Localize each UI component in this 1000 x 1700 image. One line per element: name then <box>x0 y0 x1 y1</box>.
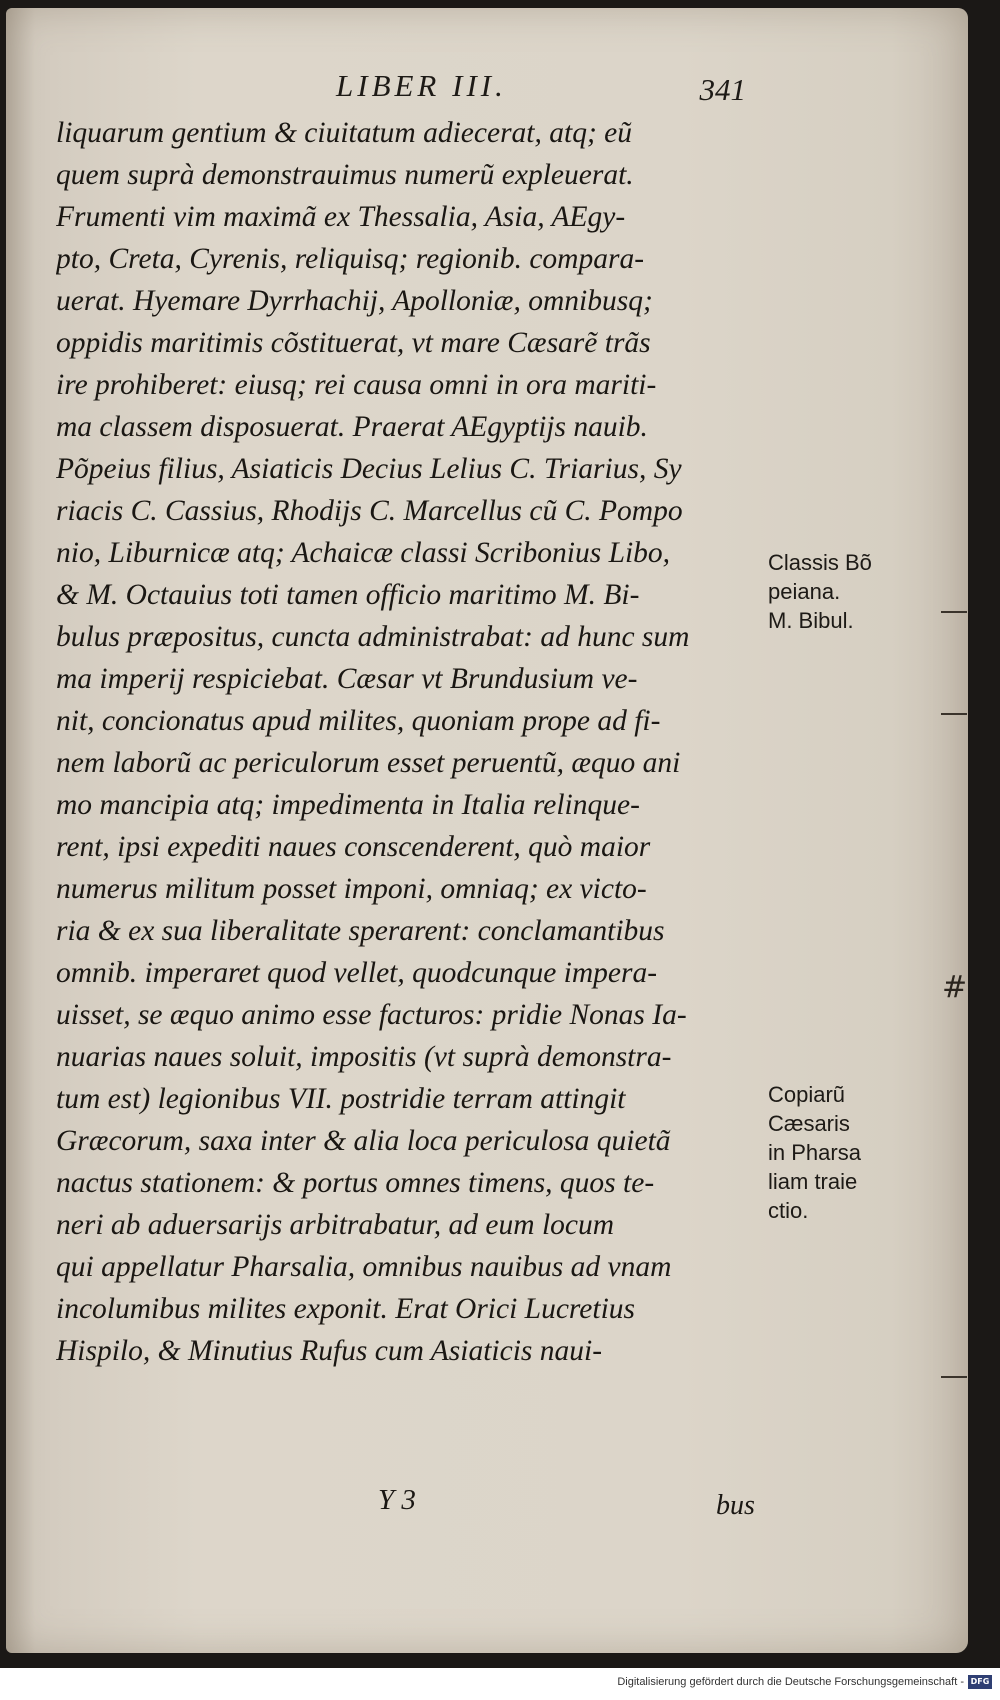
hash-mark-icon: # <box>942 970 968 1005</box>
marginal-note-line: Classis Bõ <box>768 550 872 575</box>
text-line: & M. Octauius toti tamen officio maritimo M. Bi- <box>56 579 640 611</box>
text-line: numerus militum posset imponi, omniaq; ex victo- <box>56 873 647 905</box>
text-line: nuarias naues soluit, impositis (vt suprà demonstra- <box>56 1041 672 1073</box>
marginal-note-line: Copiarũ <box>768 1082 846 1107</box>
dfg-logo-icon: DFG <box>968 1675 992 1689</box>
text-line: neri ab aduersarijs arbitrabatur, ad eum locum <box>56 1209 615 1241</box>
book-page <box>6 8 968 1653</box>
running-head <box>286 68 746 108</box>
text-line: oppidis maritimis cõstituerat, vt mare Cæsarẽ trãs <box>56 327 651 359</box>
text-line: tum est) legionibus VII. postridie terram attingit <box>56 1083 626 1115</box>
text-line: nio, Liburnicæ atq; Achaicæ classi Scribonius Libo, <box>56 537 671 569</box>
edge-mark <box>941 611 967 613</box>
marginal-note-line: M. Bibul. <box>768 608 854 633</box>
running-head-title: LIBER III. <box>336 68 507 103</box>
text-line: Græcorum, saxa inter & alia loca periculosa quietã <box>56 1125 671 1157</box>
main-text-block <box>56 112 768 1372</box>
text-line: Frumenti vim maximã ex Thessalia, Asia, AEgy- <box>56 201 626 233</box>
text-line: pto, Creta, Cyrenis, reliquisq; regionib. compara- <box>56 243 645 275</box>
text-line: mo mancipia atq; impedimenta in Italia relinque- <box>56 789 640 821</box>
text-line: ma imperij respiciebat. Cæsar vt Brundusium ve- <box>56 663 638 695</box>
text-line: ire prohiberet: eiusq; rei causa omni in ora mariti- <box>56 369 657 401</box>
marginal-note-line: Cæsaris <box>768 1111 850 1136</box>
text-line: omnib. imperaret quod vellet, quodcunque impera- <box>56 957 658 989</box>
text-line: ma classem disposuerat. Praerat AEgyptijs nauib. <box>56 411 648 443</box>
text-line: bulus præpositus, cuncta administrabat: ad hunc sum <box>56 621 690 653</box>
text-line: uisset, se æquo animo esse facturos: pridie Nonas Ia- <box>56 999 687 1031</box>
text-line: rent, ipsi expediti naues conscenderent, quò maior <box>56 831 651 863</box>
text-line: nactus stationem: & portus omnes timens, quos te- <box>56 1167 655 1199</box>
edge-mark <box>941 1376 967 1378</box>
text-line: qui appellatur Pharsalia, omnibus nauibus ad vnam <box>56 1251 672 1283</box>
text-line: nit, concionatus apud milites, quoniam prope ad fi- <box>56 705 661 737</box>
digitization-footer <box>0 1668 1000 1700</box>
text-line: Põpeius filius, Asiaticis Decius Lelius C. Triarius, Sy <box>56 453 682 485</box>
catchword: bus <box>716 1490 755 1521</box>
footer-credit: Digitalisierung gefördert durch die Deutsche Forschungsgemeinschaft - <box>617 1676 964 1688</box>
text-line: incolumibus milites exponit. Erat Orici Lucretius <box>56 1293 636 1325</box>
edge-mark <box>941 713 967 715</box>
text-line: quem suprà demonstrauimus numerũ expleuerat. <box>56 159 634 191</box>
marginal-note-line: liam traie <box>768 1169 858 1194</box>
marginal-note-classis <box>768 548 918 635</box>
marginal-note-line: in Pharsa <box>768 1140 861 1165</box>
text-line: nem laborũ ac periculorum esset peruentũ, æquo ani <box>56 747 681 779</box>
marginal-note-line: peiana. <box>768 579 841 604</box>
text-line: riacis C. Cassius, Rhodijs C. Marcellus cũ C. Pompo <box>56 495 683 527</box>
signature-mark: Y 3 <box>378 1484 416 1516</box>
marginal-note-line: ctio. <box>768 1198 809 1223</box>
text-line: ria & ex sua liberalitate sperarent: conclamantibus <box>56 915 665 947</box>
marginal-note-copiarum <box>768 1080 918 1225</box>
text-line: liquarum gentium & ciuitatum adiecerat, atq; eũ <box>56 117 632 149</box>
page-number: 341 <box>699 72 746 107</box>
text-line: Hispilo, & Minutius Rufus cum Asiaticis naui- <box>56 1335 603 1367</box>
text-line: uerat. Hyemare Dyrrhachij, Apolloniæ, omnibusq; <box>56 285 653 317</box>
